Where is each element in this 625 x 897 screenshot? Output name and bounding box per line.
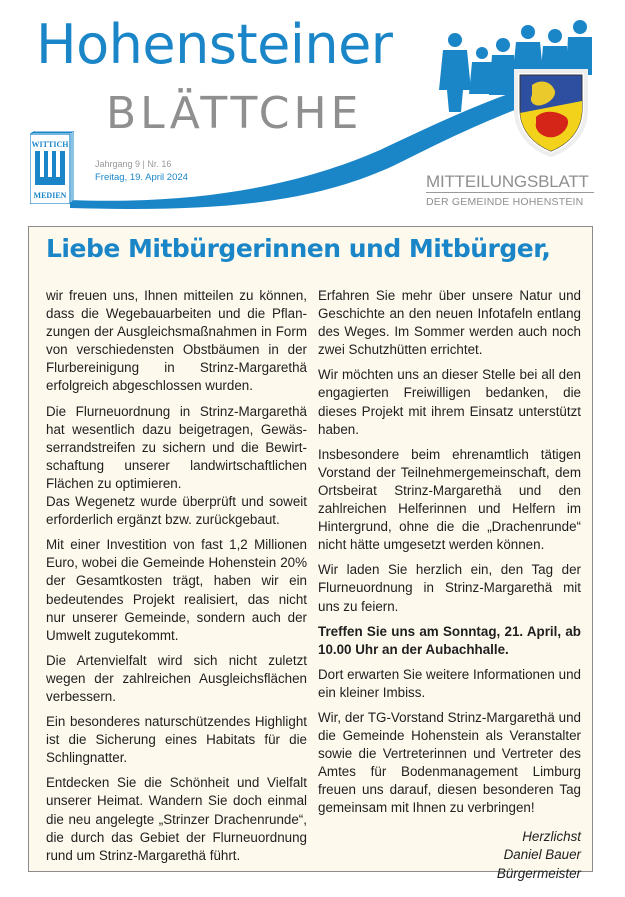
- issue-number: Jahrgang 9 | Nr. 16: [95, 159, 172, 169]
- paragraph: Entdecken Sie die Schönheit und Vielfalt unserer Heimat. Wandern Sie doch einmal die neu angelegte „Strinzer Drachenrunde“, die durch das Gebiet der Flurneuordnung rund um Strinz-Margarethä führt.: [46, 775, 307, 863]
- bulletin-title: MITTEILUNGSBLATT: [426, 172, 589, 191]
- masthead: [0, 0, 625, 220]
- paragraph: Ein besonderes naturschützendes Highlight ist die Sicherung eines Habitats für die Schlingnatter.: [46, 714, 307, 766]
- article-column-right: [318, 287, 581, 883]
- paragraph: Die Artenvielfalt wird sich nicht zuletzt wegen der zahlreichen Ausgleichsflächen verbessern.: [46, 652, 307, 704]
- logo-text-top: WITTICH: [31, 140, 69, 149]
- paragraph: Das Wegenetz wurde überprüft und soweit erforderlich ergänzt bzw. zurückgebaut.: [46, 494, 307, 528]
- paragraph: Insbesondere beim ehrenamtlich tätigen Vorstand der Teilnehmergemeinschaft, dem Ortsbeirat Strinz-Margarethä und den zahlreichen Helferinnen und Helfern im Hintergrund, ohne die die „Drachenrunde“ nicht hätte umgesetzt werden können.: [318, 446, 581, 553]
- bulletin-subtitle: DER GEMEINDE HOHENSTEIN: [426, 196, 584, 208]
- logo-text-bottom: MEDIEN: [33, 191, 67, 200]
- masthead-title: Hohensteiner: [36, 13, 393, 76]
- signature-role: Bürgermeister: [496, 865, 581, 881]
- paragraph: Wir möchten uns an dieser Stelle bei all den engagierten Freiwilligen bedanken, die dieses Projekt mit ihrem Einsatz unterstützt haben.: [318, 367, 581, 437]
- bulletin-divider: [426, 192, 594, 193]
- paragraph: Dort erwarten Sie weitere Informationen und ein kleiner Imbiss.: [318, 666, 581, 700]
- signature-name: Daniel Bauer: [503, 847, 581, 863]
- paragraph: Die Flurneuordnung in Strinz-Margarethä hat wesentlich dazu beigetragen, Gewässerrandstreifen zu sichern und die Bewirtschaftung unserer landwirtschaftlichen Flächen zu optimieren.: [46, 403, 307, 491]
- article-heading: Liebe Mitbürgerinnen und Mitbürger,: [46, 234, 551, 263]
- paragraph: Mit einer Investition von fast 1,2 Millionen Euro, wobei die Gemeinde Hohenstein 20% der Gesamtkosten trägt, haben wir ein bedeutendes Projekt realisiert, das nicht nur unserer Gemeinde, sondern auch der Umwelt zugutekommt.: [46, 537, 307, 643]
- signature-block: [318, 828, 581, 884]
- article-column-left: [46, 287, 307, 872]
- paragraph: Erfahren Sie mehr über unsere Natur und Geschichte an den neuen Infotafeln entlang des Weges. Im Sommer werden auch noch zwei Schutzhütten errichtet.: [318, 288, 581, 358]
- event-highlight: Treffen Sie uns am Sonntag, 21. April, ab 10.00 Uhr an der Aubachhalle.: [318, 623, 581, 657]
- signature-greeting: Herzlichst: [522, 828, 581, 844]
- wittich-medien-logo-icon: [30, 131, 74, 204]
- paragraph: Wir laden Sie herzlich ein, den Tag der Flurneuordnung in Strinz-Margarethä mit uns zu feiern.: [318, 562, 581, 614]
- coat-of-arms-icon: [510, 65, 592, 157]
- masthead-subtitle: BLÄTTCHE: [106, 88, 363, 139]
- paragraph: Wir, der TG-Vorstand Strinz-Margarethä und die Gemeinde Hohenstein als Veranstalter sowie die Vertreterinnen und Vertreter des Amtes für Bodenmanagement Limburg freuen uns darauf, diesen besonderen Tag gemeinsam mit Ihnen zu verbringen!: [318, 709, 581, 816]
- issue-date: Freitag, 19. April 2024: [95, 172, 188, 183]
- paragraph: wir freuen uns, Ihnen mitteilen zu können, dass die Wegebauarbeiten und die Pflanzungen der Ausgleichsmaßnahmen in Form von verschiedensten Obstbäumen in der Flurbereinigung in Strinz-Margarethä erfolgreich abgeschlossen wurden.: [46, 288, 307, 394]
